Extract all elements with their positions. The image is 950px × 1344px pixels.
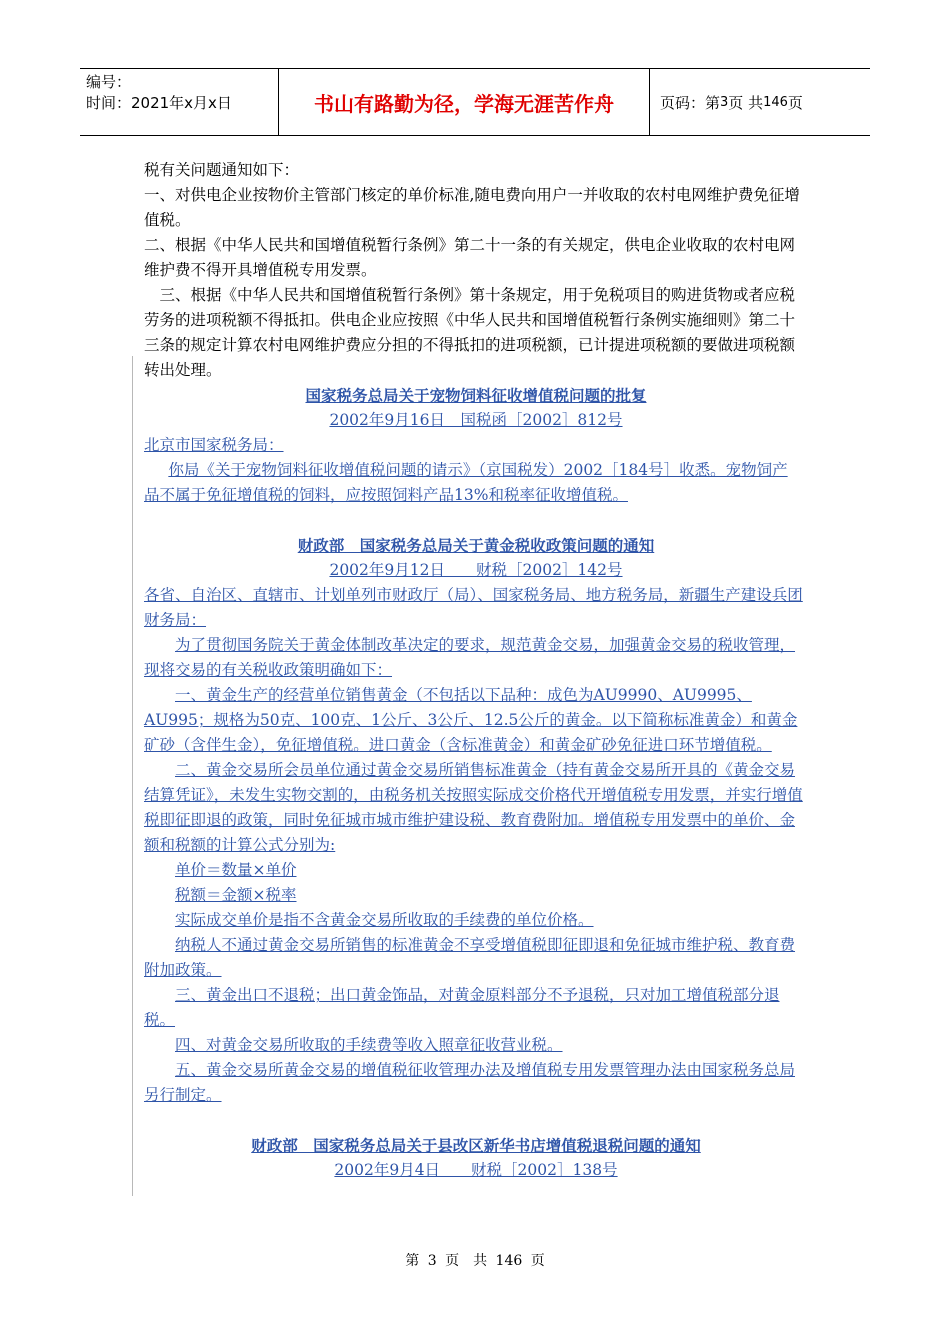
intro-item-3: 三、根据《中华人民共和国增值税暂行条例》第十条规定，用于免税项目的购进货物或者应税劳务的进项税额不得抵扣。供电企业应按照《中华人民共和国增值税暂行条例实施细则》第二十三条的规定计算农村电网维护费应分担的不得抵扣的进项税额，已计提进项税额的要做进项税额转出处理。 (144, 286, 796, 379)
doc1-body-a[interactable]: 你局《关于宠物饲料征收增值税问题的请示》（京国税发）2002［184号］收悉。宠物饲产 (168, 461, 788, 479)
page-mid: 页 共 (728, 93, 764, 112)
header-motto: 书山有路勤为径，学海无涯苦作舟 (278, 69, 650, 135)
footer-page-number: 3 (427, 1253, 437, 1269)
footer-mid: 页 共 (445, 1253, 488, 1269)
header-meta (80, 69, 278, 135)
footer-suffix: 页 (530, 1253, 545, 1269)
page-header (80, 68, 870, 136)
doc1-body-b[interactable]: 品不属于免征增值税的饲料，应按照饲料产品13%和税率征收增值税。 (144, 486, 628, 504)
spacer (144, 1108, 808, 1133)
intro-item-2: 二、根据《中华人民共和国增值税暂行条例》第二十一条的有关规定，供电企业收取的农村电网维护费不得开具增值税专用发票。 (144, 236, 796, 279)
document-date-label: 时间：2021年x月x日 (86, 94, 232, 112)
header-page-info (650, 69, 870, 135)
doc1-date-ref[interactable]: 2002年9月16日 国税函［2002］812号 (329, 411, 623, 429)
page-prefix: 页码：第 (660, 93, 721, 112)
page-footer (0, 1250, 950, 1270)
doc1-title[interactable]: 国家税务总局关于宠物饲料征收增值税问题的批复 (305, 386, 647, 405)
doc2-para-3[interactable]: 三、黄金出口不退税；出口黄金饰品，对黄金原料部分不予退税，只对加工增值税部分退税。 (144, 986, 780, 1029)
doc2-para-2[interactable]: 二、黄金交易所会员单位通过黄金交易所销售标准黄金（持有黄金交易所开具的《黄金交易结算凭证》，未发生实物交割的，由税务机关按照实际成交价格代开增值税专用发票，并实行增值税即征即退的政策，同时免征城市城市维护建设税、教育费附加。增值税专用发票中的单价、金额和税额的计算公式分别为: (144, 761, 803, 854)
footer-page-total: 146 (495, 1253, 523, 1269)
footer-prefix: 第 (405, 1253, 420, 1269)
doc2-para-5[interactable]: 五、黄金交易所黄金交易的增值税征收管理办法及增值税专用发票管理办法由国家税务总局另行制定。 (144, 1061, 796, 1104)
doc1-addressee[interactable]: 北京市国家税务局： (144, 436, 284, 454)
doc2-addressee[interactable]: 各省、自治区、直辖市、计划单列市财政厅（局）、国家税务局、地方税务局，新疆生产建设兵团财务局： (144, 586, 803, 629)
document-body (144, 158, 808, 1183)
doc2-date-ref[interactable]: 2002年9月12日 财税［2002］142号 (329, 561, 623, 579)
page-number: 3 (720, 94, 729, 110)
intro-item-1: 一、对供电企业按物价主管部门核定的单价标准,随电费向用户一并收取的农村电网维护费免征增值税。 (144, 186, 800, 229)
doc3-title[interactable]: 财政部 国家税务总局关于县改区新华书店增值税退税问题的通知 (251, 1136, 701, 1155)
page-suffix: 页 (787, 93, 803, 112)
doc2-note-price[interactable]: 实际成交单价是指不含黄金交易所收取的手续费的单位价格。 (175, 911, 594, 929)
spacer (144, 508, 808, 533)
doc2-para-4[interactable]: 四、对黄金交易所收取的手续费等收入照章征收营业税。 (175, 1036, 563, 1054)
intro-line-1: 税有关问题通知如下： (144, 161, 300, 179)
doc2-formula-price[interactable]: 单价＝数量×单价 (175, 861, 297, 879)
margin-rule (132, 356, 133, 1196)
doc2-title[interactable]: 财政部 国家税务总局关于黄金税收政策问题的通知 (297, 536, 655, 555)
doc2-para-intro[interactable]: 为了贯彻国务院关于黄金体制改革决定的要求，规范黄金交易，加强黄金交易的税收管理，现将交易的有关税收政策明确如下： (144, 636, 796, 679)
doc2-formula-tax[interactable]: 税额＝金额×税率 (175, 886, 297, 904)
doc2-para-1[interactable]: 一、黄金生产的经营单位销售黄金（不包括以下品种：成色为AU9990、AU9995、AU995；规格为50克、100克、1公斤、3公斤、12.5公斤的黄金。以下简称标准黄金）和黄金矿砂（含伴生金），免征增值税。进口黄金（含标准黄金）和黄金矿砂免征进口环节增值税。 (144, 686, 798, 754)
page-total: 146 (763, 94, 788, 110)
doc3-date-ref[interactable]: 2002年9月4日 财税［2002］138号 (334, 1161, 618, 1179)
doc2-note-nonexchange[interactable]: 纳税人不通过黄金交易所销售的标准黄金不享受增值税即征即退和免征城市维护税、教育费附加政策。 (144, 936, 796, 979)
document-number-label: 编号： (86, 73, 132, 91)
